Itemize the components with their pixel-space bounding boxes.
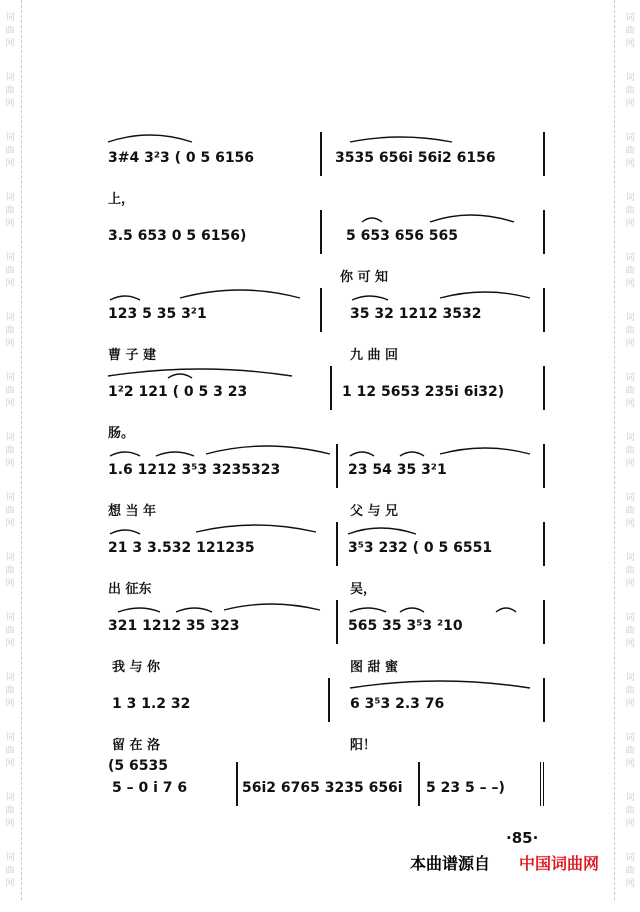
bar-line bbox=[336, 522, 338, 566]
bar-line bbox=[320, 132, 322, 176]
watermark-char: 词 bbox=[625, 73, 635, 83]
notation-line bbox=[0, 150, 640, 172]
measure-notes: 1²2 121 ( 0 5 3 23 bbox=[108, 384, 248, 400]
watermark-char: 曲 bbox=[5, 146, 15, 156]
watermark-char: 网 bbox=[625, 399, 635, 409]
lyric-text: 我 与 你 bbox=[112, 660, 161, 675]
watermark-char: 词 bbox=[625, 613, 635, 623]
watermark-char: 网 bbox=[625, 219, 635, 229]
watermark-char: 曲 bbox=[625, 206, 635, 216]
watermark-char: 词 bbox=[5, 193, 15, 203]
lyric-text: 曹 子 建 bbox=[108, 348, 157, 363]
watermark-char: 词 bbox=[625, 133, 635, 143]
watermark-char: 词 bbox=[5, 793, 15, 803]
watermark-char: 曲 bbox=[5, 746, 15, 756]
watermark-char: 词 bbox=[625, 373, 635, 383]
watermark-group bbox=[0, 852, 20, 912]
measure-notes: 123 5 35 3²1 bbox=[108, 306, 207, 322]
watermark-char: 曲 bbox=[625, 866, 635, 876]
watermark-char: 曲 bbox=[625, 266, 635, 276]
watermark-char: 曲 bbox=[625, 746, 635, 756]
bracketed-notes: (5 6535 bbox=[108, 758, 168, 774]
watermark-char: 词 bbox=[625, 793, 635, 803]
watermark-char: 网 bbox=[625, 879, 635, 889]
watermark-char: 网 bbox=[625, 519, 635, 529]
measure-notes: 5 – 0 i 7 6 bbox=[112, 780, 188, 796]
notation-line bbox=[0, 384, 640, 406]
watermark-char: 曲 bbox=[5, 626, 15, 636]
watermark-char: 曲 bbox=[5, 686, 15, 696]
watermark-char: 网 bbox=[625, 639, 635, 649]
measure-notes: 1 3 1.2 32 bbox=[112, 696, 191, 712]
bar-line bbox=[336, 444, 338, 488]
watermark-char: 曲 bbox=[625, 566, 635, 576]
watermark-char: 曲 bbox=[625, 506, 635, 516]
bar-line bbox=[543, 600, 545, 644]
watermark-char: 网 bbox=[5, 99, 15, 109]
measure-notes: 1.6 1212 3⁵3 3235323 bbox=[108, 462, 281, 478]
bar-line bbox=[330, 366, 332, 410]
watermark-char: 网 bbox=[5, 699, 15, 709]
watermark-char: 词 bbox=[625, 13, 635, 23]
bar-line bbox=[320, 210, 322, 254]
watermark-char: 词 bbox=[5, 853, 15, 863]
measure-notes: 35 32 1212 3532 bbox=[350, 306, 482, 322]
watermark-char: 曲 bbox=[5, 506, 15, 516]
lyric-text: 出 征东 bbox=[108, 582, 152, 597]
lyric-text: 九 曲 回 bbox=[350, 348, 399, 363]
measure-notes: 21 3 3.532 121235 bbox=[108, 540, 255, 556]
bar-line bbox=[418, 762, 420, 806]
watermark-char: 网 bbox=[5, 879, 15, 889]
watermark-char: 词 bbox=[625, 433, 635, 443]
watermark-char: 曲 bbox=[625, 86, 635, 96]
page-number: ·85· bbox=[506, 829, 539, 847]
watermark-char: 网 bbox=[625, 159, 635, 169]
watermark-char: 词 bbox=[5, 433, 15, 443]
watermark-char: 网 bbox=[5, 39, 15, 49]
lyric-text: 肠。 bbox=[108, 426, 135, 441]
watermark-char: 曲 bbox=[5, 26, 15, 36]
watermark-char: 曲 bbox=[5, 86, 15, 96]
bar-line bbox=[543, 444, 545, 488]
watermark-char: 网 bbox=[5, 579, 15, 589]
watermark-char: 网 bbox=[5, 759, 15, 769]
watermark-char: 曲 bbox=[5, 566, 15, 576]
watermark-char: 网 bbox=[5, 399, 15, 409]
bar-line bbox=[543, 210, 545, 254]
measure-notes: 5 23 5 – –) bbox=[426, 780, 505, 796]
lyric-text: 你 可 知 bbox=[340, 270, 389, 285]
watermark-char: 词 bbox=[5, 133, 15, 143]
measure-notes: 5 653 656 565 bbox=[346, 228, 459, 244]
watermark-char: 网 bbox=[5, 159, 15, 169]
watermark-char: 曲 bbox=[625, 26, 635, 36]
watermark-char: 词 bbox=[625, 493, 635, 503]
watermark-group bbox=[0, 12, 20, 72]
measure-notes: 3#4 3²3 ( 0 5 6156 bbox=[108, 150, 255, 166]
watermark-char: 词 bbox=[625, 193, 635, 203]
notation-line bbox=[0, 228, 640, 250]
bar-line bbox=[543, 132, 545, 176]
watermark-char: 曲 bbox=[625, 806, 635, 816]
left-margin-line bbox=[21, 0, 22, 900]
lyric-text: 想 当 年 bbox=[108, 504, 157, 519]
bar-line bbox=[543, 678, 545, 722]
lyric-text: 吴， bbox=[350, 582, 377, 597]
watermark-char: 曲 bbox=[5, 866, 15, 876]
bar-line bbox=[543, 522, 545, 566]
measure-notes: 565 35 3⁵3 ²10 bbox=[348, 618, 463, 634]
bar-line bbox=[543, 288, 545, 332]
lyric-text: 阳！ bbox=[350, 738, 377, 753]
bar-line bbox=[236, 762, 238, 806]
watermark-char: 词 bbox=[5, 553, 15, 563]
watermark-char: 词 bbox=[5, 673, 15, 683]
watermark-char: 网 bbox=[625, 699, 635, 709]
watermark-char: 网 bbox=[5, 219, 15, 229]
watermark-char: 词 bbox=[625, 733, 635, 743]
watermark-group bbox=[0, 72, 20, 132]
watermark-char: 曲 bbox=[5, 386, 15, 396]
lyric-text: 父 与 兄 bbox=[350, 504, 399, 519]
lyric-text: 上， bbox=[108, 192, 135, 207]
watermark-char: 曲 bbox=[625, 146, 635, 156]
notation-line bbox=[0, 306, 640, 328]
watermark-char: 网 bbox=[625, 819, 635, 829]
measure-notes: 3.5 653 0 5 6156) bbox=[108, 228, 247, 244]
measure-notes: 23 54 35 3²1 bbox=[348, 462, 447, 478]
watermark-group bbox=[620, 852, 640, 912]
site-name-link[interactable]: 中国词曲网 bbox=[519, 854, 600, 873]
watermark-char: 词 bbox=[625, 313, 635, 323]
measure-notes: 3535 656i 56i2 6156 bbox=[335, 150, 496, 166]
watermark-char: 曲 bbox=[5, 326, 15, 336]
watermark-char: 词 bbox=[5, 313, 15, 323]
right-margin-line bbox=[614, 0, 615, 900]
watermark-char: 词 bbox=[5, 373, 15, 383]
watermark-char: 词 bbox=[625, 853, 635, 863]
watermark-group bbox=[620, 12, 640, 72]
lyric-text: 图 甜 蜜 bbox=[350, 660, 399, 675]
watermark-char: 词 bbox=[625, 553, 635, 563]
bar-line bbox=[543, 366, 545, 410]
watermark-char: 网 bbox=[625, 579, 635, 589]
watermark-char: 网 bbox=[5, 339, 15, 349]
notation-line bbox=[0, 540, 640, 562]
watermark-group bbox=[620, 72, 640, 132]
watermark-char: 曲 bbox=[625, 326, 635, 336]
watermark-char: 曲 bbox=[5, 266, 15, 276]
notation-line bbox=[0, 618, 640, 640]
lyric-text: 留 在 洛 bbox=[112, 738, 161, 753]
watermark-char: 网 bbox=[5, 519, 15, 529]
watermark-char: 曲 bbox=[5, 446, 15, 456]
watermark-char: 词 bbox=[625, 253, 635, 263]
watermark-char: 词 bbox=[5, 613, 15, 623]
watermark-char: 词 bbox=[625, 673, 635, 683]
watermark-char: 网 bbox=[5, 279, 15, 289]
watermark-char: 词 bbox=[5, 73, 15, 83]
notation-line bbox=[0, 696, 640, 718]
measure-notes: 321 1212 35 323 bbox=[108, 618, 240, 634]
watermark-char: 网 bbox=[5, 459, 15, 469]
watermark-char: 网 bbox=[5, 639, 15, 649]
measure-notes: 6 3⁵3 2.3 76 bbox=[350, 696, 445, 712]
watermark-char: 词 bbox=[5, 253, 15, 263]
watermark-char: 曲 bbox=[5, 806, 15, 816]
measure-notes: 3⁵3 232 ( 0 5 6551 bbox=[348, 540, 493, 556]
watermark-char: 词 bbox=[5, 13, 15, 23]
notation-line bbox=[0, 462, 640, 484]
bar-line bbox=[336, 600, 338, 644]
bar-line bbox=[320, 288, 322, 332]
source-label: 本曲谱源自 bbox=[410, 854, 491, 873]
watermark-char: 网 bbox=[625, 39, 635, 49]
watermark-char: 曲 bbox=[625, 626, 635, 636]
watermark-char: 网 bbox=[625, 759, 635, 769]
notation-line bbox=[0, 780, 640, 802]
watermark-char: 曲 bbox=[625, 386, 635, 396]
watermark-char: 网 bbox=[5, 819, 15, 829]
bar-line bbox=[328, 678, 330, 722]
watermark-char: 网 bbox=[625, 339, 635, 349]
watermark-char: 曲 bbox=[625, 446, 635, 456]
final-bar-line bbox=[540, 762, 548, 806]
watermark-char: 网 bbox=[625, 459, 635, 469]
watermark-char: 词 bbox=[5, 493, 15, 503]
watermark-char: 词 bbox=[5, 733, 15, 743]
watermark-char: 网 bbox=[625, 279, 635, 289]
measure-notes: 1 12 5653 235i 6i32) bbox=[342, 384, 505, 400]
watermark-char: 曲 bbox=[625, 686, 635, 696]
watermark-char: 曲 bbox=[5, 206, 15, 216]
measure-notes: 56i2 6765 3235 656i bbox=[242, 780, 403, 796]
watermark-char: 网 bbox=[625, 99, 635, 109]
